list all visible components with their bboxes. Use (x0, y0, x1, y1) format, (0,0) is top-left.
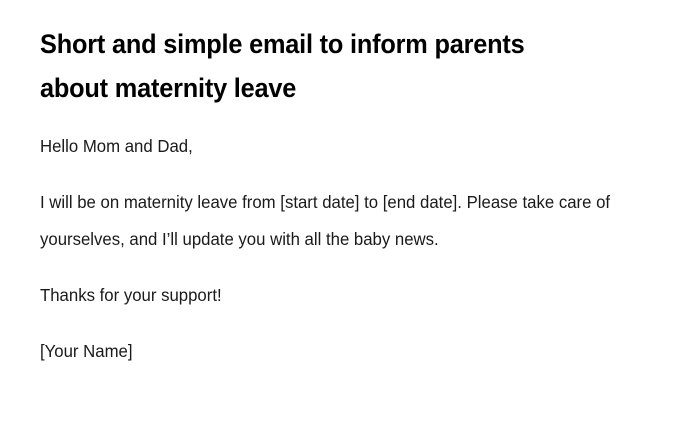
paragraph-body: I will be on maternity leave from [start date] to [end date]. Please take care of yourselves, and I’ll update you with all the baby news. (40, 192, 611, 249)
paragraph-signoff: [Your Name] (40, 341, 133, 361)
page-title: Short and simple email to inform parents about maternity leave (40, 29, 525, 103)
paragraph-greeting: Hello Mom and Dad, (40, 136, 193, 156)
paragraph-thanks: Thanks for your support! (40, 285, 222, 305)
